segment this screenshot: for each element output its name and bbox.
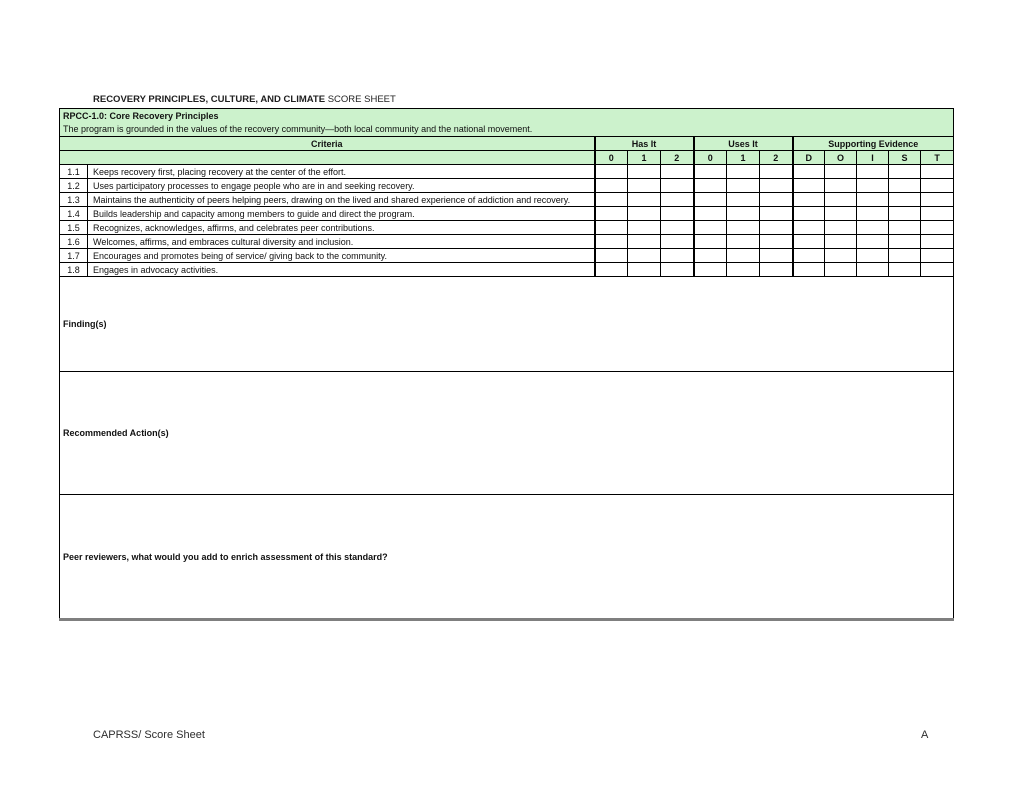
subheader-spacer-cell <box>60 151 595 165</box>
criteria-text: Keeps recovery first, placing recovery at the center of the effort. <box>88 165 595 179</box>
score-cell-usesit-2[interactable] <box>760 179 793 193</box>
score-cell-evidence-o[interactable] <box>825 263 857 277</box>
score-cell-hasit-1[interactable] <box>628 249 661 263</box>
column-group-header-row <box>60 137 954 151</box>
score-cell-evidence-d[interactable] <box>793 207 825 221</box>
score-cell-usesit-1[interactable] <box>727 235 760 249</box>
score-column-label-0: 0 <box>595 151 628 165</box>
score-cell-hasit-1[interactable] <box>628 179 661 193</box>
criteria-text: Builds leadership and capacity among members to guide and direct the program. <box>88 207 595 221</box>
score-cell-evidence-i[interactable] <box>857 193 889 207</box>
score-cell-evidence-t[interactable] <box>921 235 954 249</box>
score-cell-usesit-2[interactable] <box>760 263 793 277</box>
criteria-row <box>60 207 954 221</box>
score-cell-usesit-2[interactable] <box>760 193 793 207</box>
criteria-number: 1.1 <box>60 165 88 179</box>
score-cell-hasit-0[interactable] <box>595 179 628 193</box>
score-cell-evidence-s[interactable] <box>889 221 921 235</box>
score-cell-hasit-2[interactable] <box>661 179 694 193</box>
page-title <box>93 94 396 106</box>
score-cell-evidence-d[interactable] <box>793 263 825 277</box>
score-cell-hasit-1[interactable] <box>628 193 661 207</box>
score-cell-usesit-2[interactable] <box>760 249 793 263</box>
criteria-text: Encourages and promotes being of service/ giving back to the community. <box>88 249 595 263</box>
score-cell-usesit-0[interactable] <box>694 263 727 277</box>
score-cell-evidence-d[interactable] <box>793 235 825 249</box>
score-cell-evidence-t[interactable] <box>921 165 954 179</box>
score-cell-evidence-o[interactable] <box>825 249 857 263</box>
score-cell-usesit-0[interactable] <box>694 179 727 193</box>
score-cell-usesit-0[interactable] <box>694 249 727 263</box>
footer-page-number: A <box>921 729 929 741</box>
score-cell-hasit-2[interactable] <box>661 193 694 207</box>
score-cell-hasit-2[interactable] <box>661 221 694 235</box>
criteria-text: Welcomes, affirms, and embraces cultural diversity and inclusion. <box>88 235 595 249</box>
score-cell-evidence-s[interactable] <box>889 165 921 179</box>
score-cell-evidence-i[interactable] <box>857 179 889 193</box>
criteria-row <box>60 165 954 179</box>
score-cell-usesit-0[interactable] <box>694 235 727 249</box>
score-cell-hasit-1[interactable] <box>628 207 661 221</box>
score-cell-evidence-t[interactable] <box>921 179 954 193</box>
score-cell-evidence-d[interactable] <box>793 165 825 179</box>
criteria-text: Maintains the authenticity of peers helping peers, drawing on the lived and shared experience of addiction and recovery. <box>88 193 595 207</box>
recommended-actions-section-row <box>60 372 954 495</box>
score-cell-hasit-2[interactable] <box>661 207 694 221</box>
score-cell-hasit-0[interactable] <box>595 249 628 263</box>
criteria-number: 1.2 <box>60 179 88 193</box>
score-column-label-3: 0 <box>694 151 727 165</box>
recommended-actions-entry-area[interactable] <box>60 372 954 495</box>
score-cell-hasit-1[interactable] <box>628 165 661 179</box>
standard-header-row <box>60 109 954 137</box>
score-table <box>59 108 954 621</box>
score-cell-evidence-t[interactable] <box>921 207 954 221</box>
score-cell-evidence-o[interactable] <box>825 221 857 235</box>
score-cell-evidence-o[interactable] <box>825 193 857 207</box>
criteria-column-header: Criteria <box>60 137 595 151</box>
score-cell-evidence-t[interactable] <box>921 193 954 207</box>
criteria-row <box>60 193 954 207</box>
peer-reviewers-section-row <box>60 495 954 620</box>
score-cell-hasit-0[interactable] <box>595 193 628 207</box>
score-column-label-8: I <box>857 151 889 165</box>
score-cell-evidence-s[interactable] <box>889 249 921 263</box>
criteria-row <box>60 263 954 277</box>
score-cell-evidence-o[interactable] <box>825 165 857 179</box>
score-column-label-2: 2 <box>661 151 694 165</box>
score-cell-evidence-i[interactable] <box>857 221 889 235</box>
score-cell-usesit-0[interactable] <box>694 165 727 179</box>
standard-description: The program is grounded in the values of the recovery community—both local community and the national movement. <box>63 123 533 134</box>
score-cell-evidence-i[interactable] <box>857 235 889 249</box>
peer-reviewers-entry-area[interactable] <box>60 495 954 620</box>
has-it-column-header: Has It <box>595 137 694 151</box>
criteria-text: Engages in advocacy activities. <box>88 263 595 277</box>
criteria-row <box>60 221 954 235</box>
score-cell-evidence-i[interactable] <box>857 207 889 221</box>
criteria-row <box>60 179 954 193</box>
criteria-number: 1.8 <box>60 263 88 277</box>
score-cell-usesit-2[interactable] <box>760 207 793 221</box>
score-cell-evidence-t[interactable] <box>921 263 954 277</box>
criteria-row <box>60 249 954 263</box>
score-column-label-10: T <box>921 151 954 165</box>
page-title-suffix: SCORE SHEET <box>327 94 396 105</box>
score-cell-hasit-0[interactable] <box>595 263 628 277</box>
peer-reviewers-label: Peer reviewers, what would you add to enrich assessment of this standard? <box>63 551 388 562</box>
score-cell-evidence-i[interactable] <box>857 263 889 277</box>
supporting-evidence-column-header: Supporting Evidence <box>793 137 954 151</box>
score-cell-usesit-2[interactable] <box>760 235 793 249</box>
score-column-label-7: O <box>825 151 857 165</box>
score-cell-usesit-0[interactable] <box>694 221 727 235</box>
score-cell-hasit-0[interactable] <box>595 235 628 249</box>
score-subheader-row <box>60 151 954 165</box>
criteria-number: 1.3 <box>60 193 88 207</box>
criteria-number: 1.6 <box>60 235 88 249</box>
score-cell-usesit-0[interactable] <box>694 207 727 221</box>
criteria-number: 1.7 <box>60 249 88 263</box>
score-cell-hasit-1[interactable] <box>628 221 661 235</box>
score-cell-hasit-0[interactable] <box>595 221 628 235</box>
score-column-label-9: S <box>889 151 921 165</box>
score-cell-hasit-2[interactable] <box>661 165 694 179</box>
score-column-label-6: D <box>793 151 825 165</box>
score-cell-hasit-2[interactable] <box>661 249 694 263</box>
criteria-text: Recognizes, acknowledges, affirms, and celebrates peer contributions. <box>88 221 595 235</box>
score-cell-evidence-d[interactable] <box>793 221 825 235</box>
score-cell-usesit-1[interactable] <box>727 263 760 277</box>
score-cell-usesit-1[interactable] <box>727 179 760 193</box>
score-cell-evidence-o[interactable] <box>825 179 857 193</box>
footer-document-name: CAPRSS/ Score Sheet <box>93 729 205 741</box>
score-cell-usesit-1[interactable] <box>727 249 760 263</box>
score-cell-hasit-1[interactable] <box>628 235 661 249</box>
score-cell-usesit-2[interactable] <box>760 221 793 235</box>
findings-entry-area[interactable] <box>60 277 954 372</box>
score-cell-evidence-d[interactable] <box>793 179 825 193</box>
recommended-actions-label: Recommended Action(s) <box>63 428 169 438</box>
score-cell-hasit-2[interactable] <box>661 263 694 277</box>
score-cell-evidence-t[interactable] <box>921 249 954 263</box>
score-cell-evidence-i[interactable] <box>857 165 889 179</box>
standard-code: RPCC-1.0: Core Recovery Principles <box>63 110 219 121</box>
score-column-label-1: 1 <box>628 151 661 165</box>
score-cell-evidence-d[interactable] <box>793 249 825 263</box>
score-cell-hasit-1[interactable] <box>628 263 661 277</box>
findings-label: Finding(s) <box>63 319 107 329</box>
criteria-row <box>60 235 954 249</box>
score-cell-hasit-2[interactable] <box>661 235 694 249</box>
findings-section-row <box>60 277 954 372</box>
score-cell-evidence-d[interactable] <box>793 193 825 207</box>
score-cell-evidence-o[interactable] <box>825 235 857 249</box>
score-cell-evidence-o[interactable] <box>825 207 857 221</box>
score-column-label-5: 2 <box>760 151 793 165</box>
score-column-label-4: 1 <box>727 151 760 165</box>
criteria-number: 1.4 <box>60 207 88 221</box>
criteria-text: Uses participatory processes to engage people who are in and seeking recovery. <box>88 179 595 193</box>
score-cell-hasit-0[interactable] <box>595 165 628 179</box>
score-cell-evidence-t[interactable] <box>921 221 954 235</box>
criteria-number: 1.5 <box>60 221 88 235</box>
score-cell-usesit-1[interactable] <box>727 221 760 235</box>
score-cell-usesit-0[interactable] <box>694 193 727 207</box>
score-cell-hasit-0[interactable] <box>595 207 628 221</box>
score-cell-usesit-2[interactable] <box>760 165 793 179</box>
uses-it-column-header: Uses It <box>694 137 793 151</box>
score-cell-evidence-s[interactable] <box>889 207 921 221</box>
score-cell-usesit-1[interactable] <box>727 165 760 179</box>
page-title-main: RECOVERY PRINCIPLES, CULTURE, AND CLIMATE <box>93 94 326 105</box>
score-cell-evidence-s[interactable] <box>889 179 921 193</box>
score-cell-usesit-1[interactable] <box>727 207 760 221</box>
score-cell-evidence-s[interactable] <box>889 263 921 277</box>
score-cell-evidence-i[interactable] <box>857 249 889 263</box>
score-cell-evidence-s[interactable] <box>889 193 921 207</box>
score-cell-evidence-s[interactable] <box>889 235 921 249</box>
score-cell-usesit-1[interactable] <box>727 193 760 207</box>
standard-header-cell <box>60 109 954 137</box>
